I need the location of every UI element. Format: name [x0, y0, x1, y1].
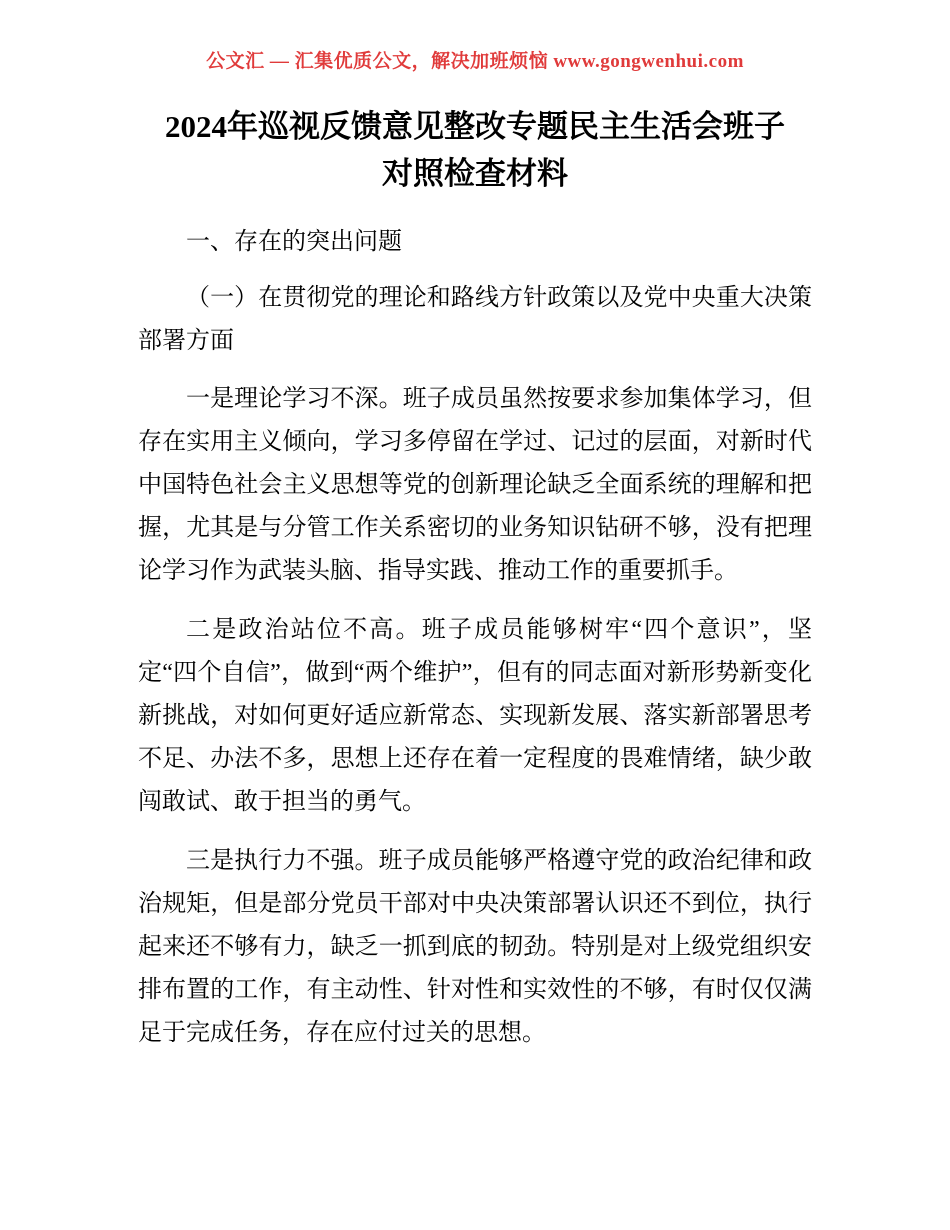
- body-paragraph: 一是理论学习不深。班子成员虽然按要求参加集体学习，但存在实用主义倾向，学习多停留在学过、记过的层面，对新时代中国特色社会主义思想等党的创新理论缺乏全面系统的理解和把握，尤其是与分管工作关系密切的业务知识钻研不够，没有把理论学习作为武装头脑、指导实践、推动工作的重要抓手。: [138, 386, 812, 584]
- site-watermark-header: 公文汇 — 汇集优质公文，解决加班烦恼 www.gongwenhui.com: [206, 51, 744, 72]
- subsection-heading: （一）在贯彻党的理论和路线方针政策以及党中央重大决策部署方面: [138, 285, 812, 354]
- section-heading: 一、存在的突出问题: [186, 229, 402, 255]
- body-paragraph: 二是政治站位不高。班子成员能够树牢“四个意识”，坚定“四个自信”，做到“两个维护”，但有的同志面对新形势新变化新挑战，对如何更好适应新常态、实现新发展、落实新部署思考不足、办法不多，思想上还存在着一定程度的畏难情绪，缺少敢闯敢试、敢于担当的勇气。: [138, 617, 812, 815]
- body-paragraph: 三是执行力不强。班子成员能够严格遵守党的政治纪律和政治规矩，但是部分党员干部对中央决策部署认识还不到位，执行起来还不够有力，缺乏一抓到底的韧劲。特别是对上级党组织安排布置的工作，有主动性、针对性和实效性的不够，有时仅仅满足于完成任务，存在应付过关的思想。: [138, 848, 812, 1046]
- document-title: 2024年巡视反馈意见整改专题民主生活会班子对照检查材料: [165, 109, 785, 191]
